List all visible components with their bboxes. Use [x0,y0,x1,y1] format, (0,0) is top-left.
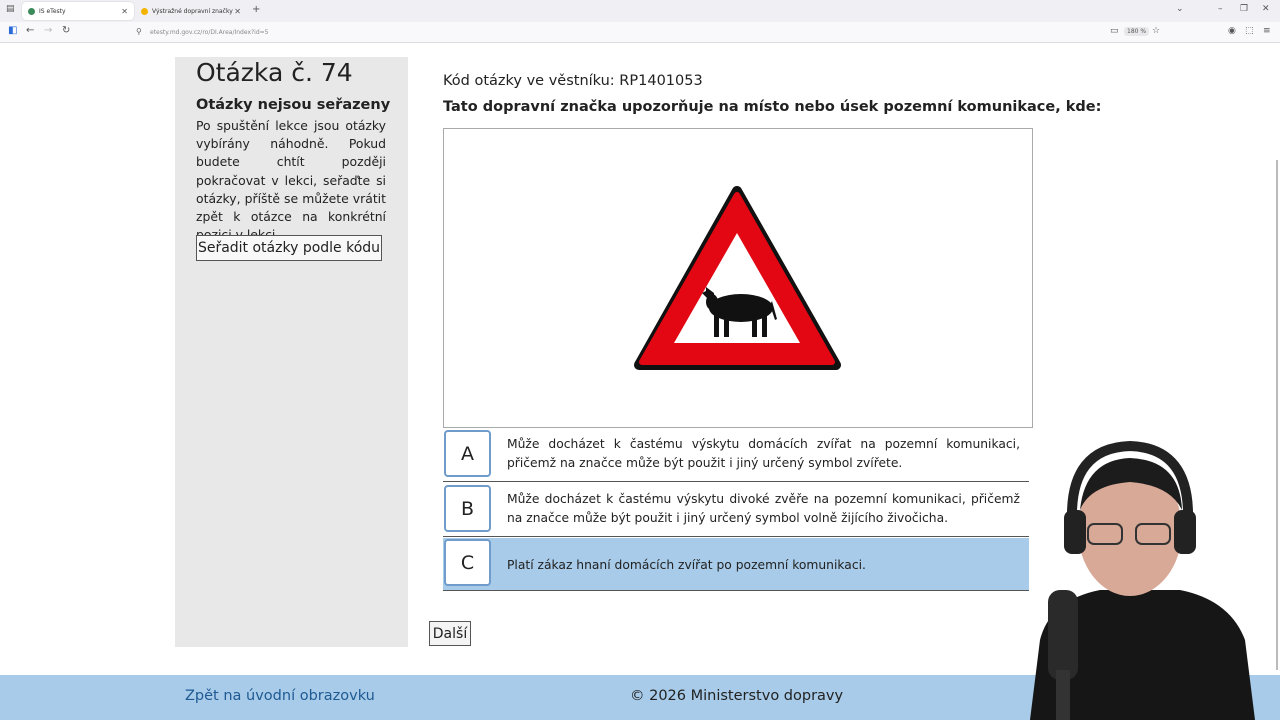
copyright-text: © 2026 Ministerstvo dopravy [630,688,844,704]
tab-title: Výstražné dopravní značky [152,7,233,15]
sidebar-description: Po spuštění lekce jsou otázky vybírány náhodně. Pokud budete chtít později pokračovat v lekci, seřaďte si otázky, příště se můžete vrátit zpět k otázce na konkrétní [196,118,386,225]
webcam-overlay [990,440,1280,720]
url-text: etesty.md.gov.cz/ro/DI.Area/Index?id=5 [150,28,269,36]
answer-letter[interactable]: A [444,430,491,477]
menu-icon[interactable]: ≡ [1263,26,1271,36]
close-tab-icon[interactable]: ✕ [121,6,128,16]
extensions-icon[interactable]: ⬚ [1245,26,1254,36]
bookmark-star-icon[interactable]: ☆ [1152,26,1161,36]
answer-text: Platí zákaz hnaní domácích zvířat po pozemní komunikaci. [507,558,866,572]
back-to-home-link[interactable]: Zpět na úvodní obrazovku [185,688,375,704]
browser-navbar [0,22,1280,43]
sidebar-toggle-icon[interactable]: ◧ [8,25,18,36]
close-window-icon[interactable]: ✕ [1262,4,1270,14]
close-tab-icon[interactable]: ✕ [234,6,241,16]
chevron-down-icon[interactable]: ⌄ [1176,4,1184,14]
warning-sign-domestic-animals-icon [444,129,1032,427]
answer-text: Může docházet k častému výskytu domácích zvířat na pozemní komunikaci, přičemž na značce může být použit i jiný určený symbol zvířete. [507,437,1020,470]
question-text: Tato dopravní značka upozorňuje na místo nebo úsek pozemní komunikace, kde: [443,99,1102,115]
next-button[interactable]: Další [429,621,471,646]
sidebar-heading: Otázky nejsou seřazeny [196,97,391,113]
account-icon[interactable]: ◉ [1228,26,1236,36]
zoom-level[interactable]: 180 % [1124,27,1149,36]
answer-option-a[interactable] [443,429,1029,482]
answer-letter[interactable]: C [444,539,491,586]
tab-list-icon[interactable]: ▤ [6,4,15,14]
reload-icon[interactable]: ↻ [62,25,71,36]
sort-questions-button[interactable]: Seřadit otázky podle kódu [196,235,382,261]
tab-title: IS eTesty [39,7,66,15]
new-tab-icon[interactable]: + [252,4,261,15]
answer-letter[interactable]: B [444,485,491,532]
favicon-icon [141,8,148,15]
question-code: Kód otázky ve věstníku: RP1401053 [443,73,703,89]
browser-tab[interactable] [135,2,247,20]
url-bar[interactable] [132,25,1172,39]
answer-option-b[interactable] [443,484,1029,537]
question-image [443,128,1033,428]
browser-tabbar [0,0,1280,22]
favicon-icon [28,8,35,15]
back-icon[interactable]: ← [26,25,35,36]
browser-tab-active[interactable] [22,2,134,20]
restore-icon[interactable]: ❐ [1240,4,1249,14]
answer-text: Může docházet k častému výskytu divoké zvěře na pozemní komunikaci, přičemž na značce může být použit i jiný určený symbol volně žijícího živočicha. [507,492,1020,525]
question-number: Otázka č. 74 [196,58,353,87]
site-info-icon[interactable]: ⚲ [136,27,142,36]
minimize-icon[interactable]: – [1218,4,1223,14]
answer-option-c[interactable] [443,538,1029,591]
forward-icon[interactable]: → [44,25,53,36]
reader-view-icon[interactable]: ▭ [1110,26,1119,36]
